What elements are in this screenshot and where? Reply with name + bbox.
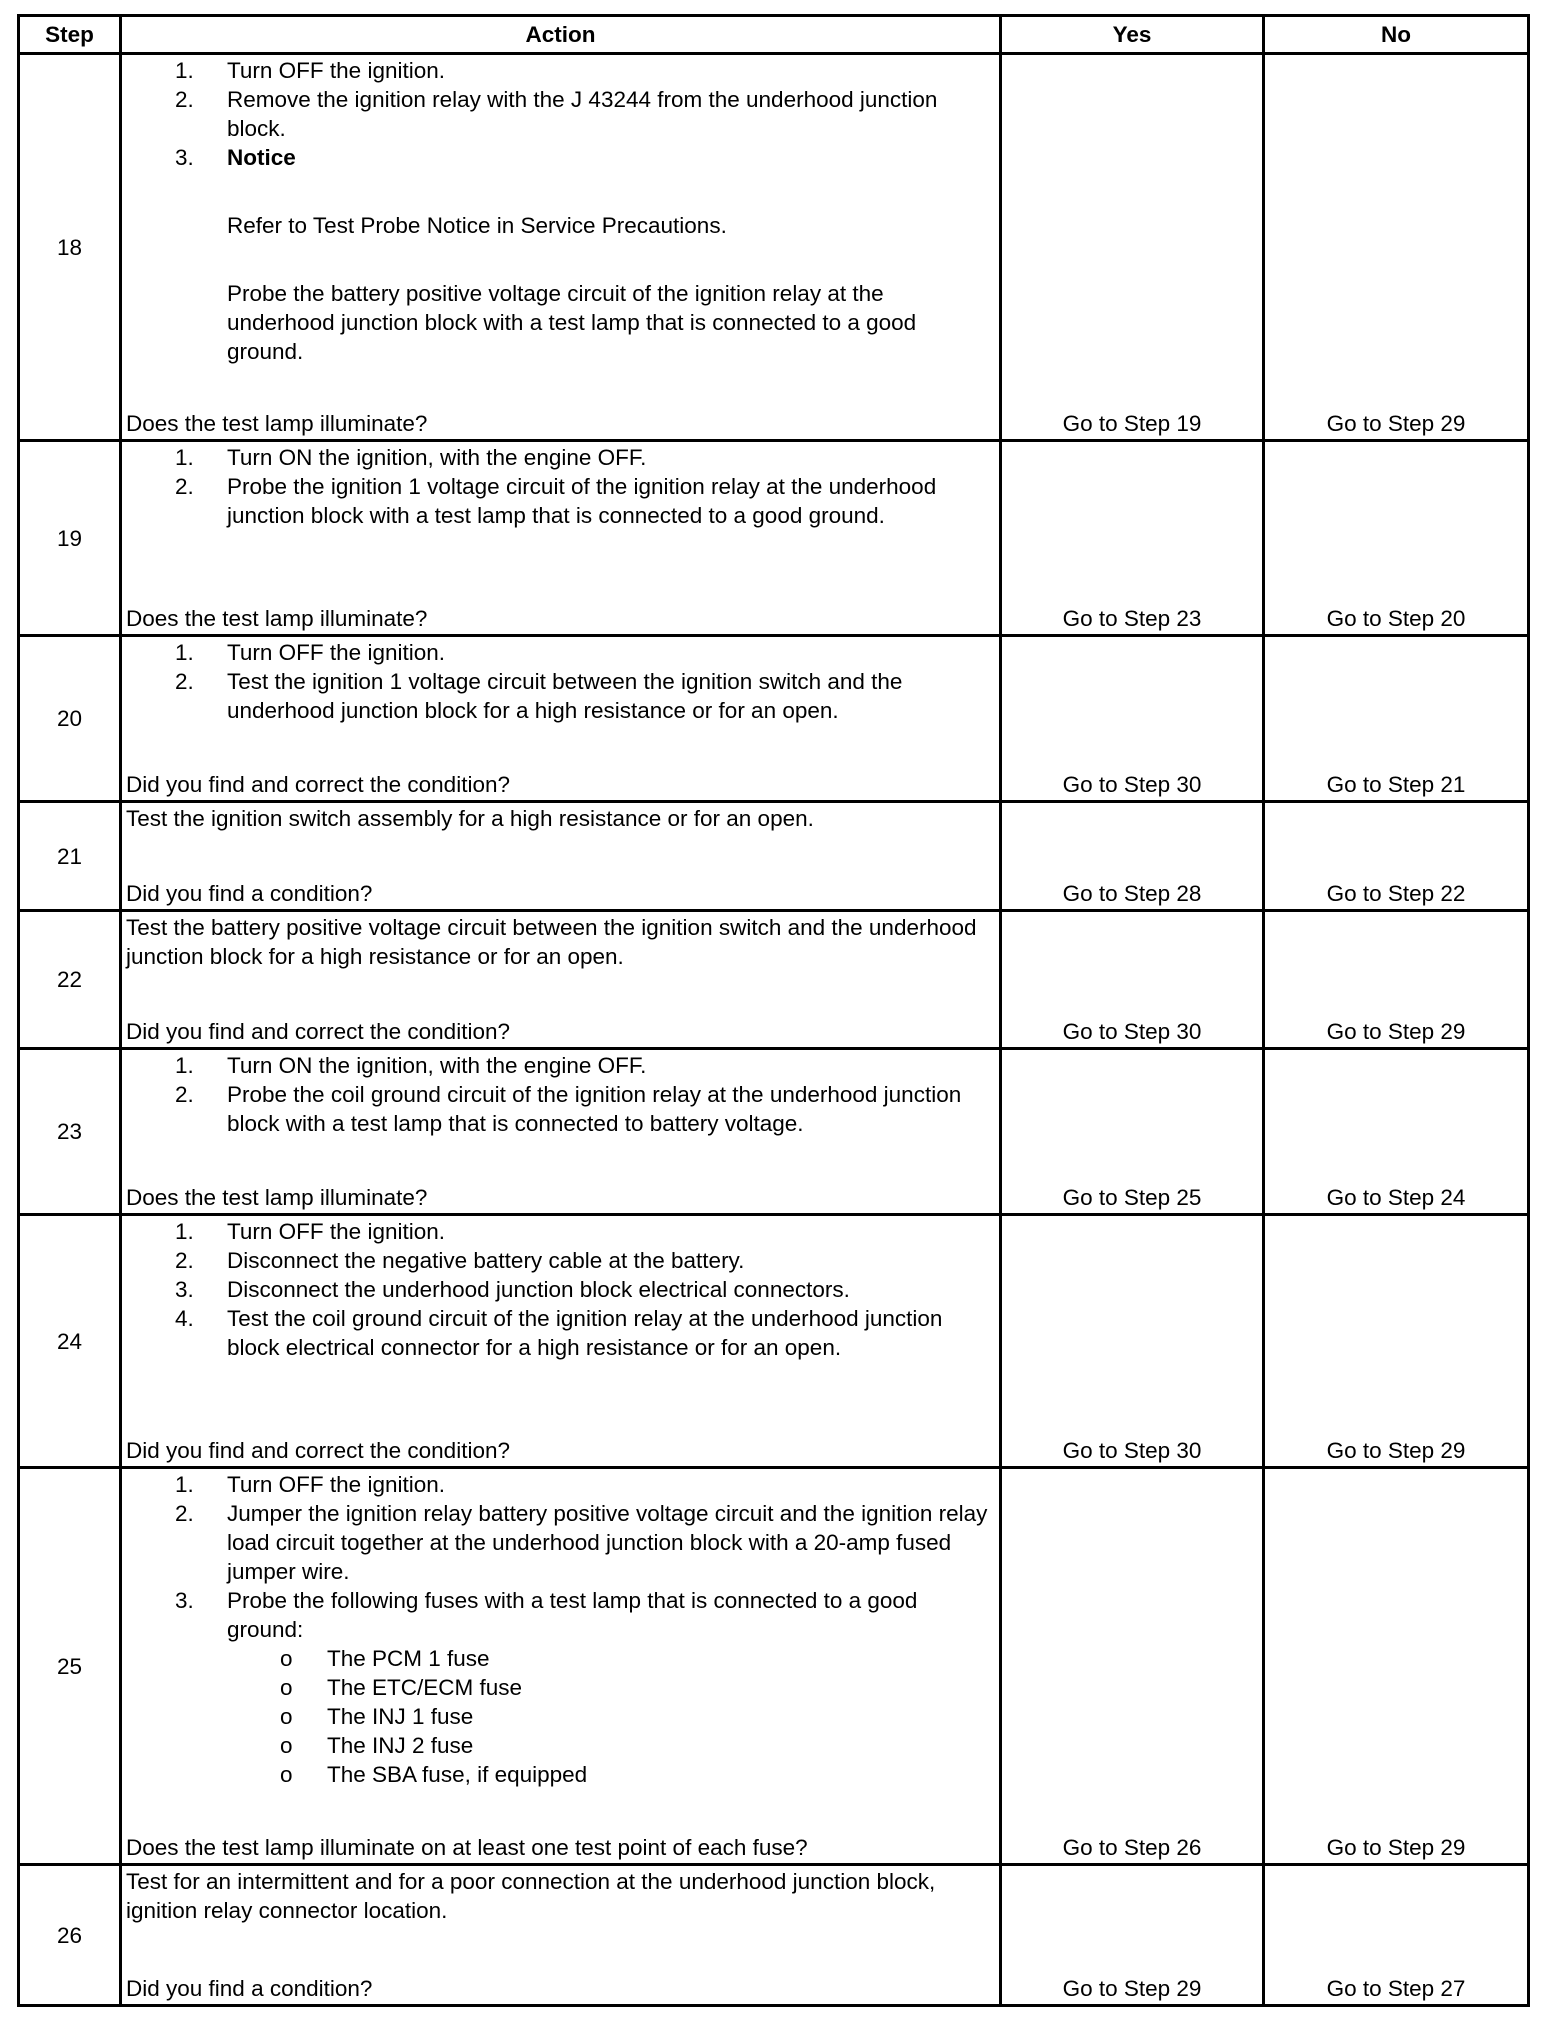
step-number: 19 (19, 441, 121, 636)
no-result: Go to Step 21 (1264, 636, 1529, 802)
action-question: Does the test lamp illuminate? (126, 1185, 428, 1210)
action-content (122, 1216, 999, 1466)
table-row (19, 802, 1529, 911)
action-content (122, 1050, 999, 1213)
instruction-text: Test the coil ground circuit of the ignition relay at the underhood junction block electrical connector for a high resistance or for an open. (227, 1306, 943, 1360)
table-row (19, 1215, 1529, 1468)
action-question: Does the test lamp illuminate? (126, 606, 428, 631)
action-content (122, 912, 999, 1047)
yes-result: Go to Step 29 (1001, 1865, 1264, 2006)
action-cell (121, 1468, 1001, 1865)
instruction-item (126, 85, 995, 143)
instruction-list (126, 1470, 995, 1789)
instruction-number: 3. (175, 1588, 194, 1613)
fuse-name: The SBA fuse, if equipped (327, 1762, 588, 1787)
instruction-number: 2. (175, 1501, 194, 1526)
yes-result: Go to Step 25 (1001, 1049, 1264, 1215)
table-row (19, 1049, 1529, 1215)
no-result: Go to Step 20 (1264, 441, 1529, 636)
no-result: Go to Step 29 (1264, 1215, 1529, 1468)
yes-result: Go to Step 30 (1001, 911, 1264, 1049)
instruction-text: Remove the ignition relay with the J 43244 from the underhood junction block. (227, 87, 938, 141)
fuse-list (227, 1644, 995, 1789)
action-question: Did you find and correct the condition? (126, 1438, 510, 1463)
instruction-number: 3. (175, 145, 194, 170)
instruction-item (126, 1080, 995, 1138)
table-row (19, 1865, 1529, 2006)
fuse-item (227, 1760, 995, 1789)
bullet-icon: o (280, 1704, 293, 1729)
instruction-text: Turn ON the ignition, with the engine OFF. (227, 445, 647, 470)
instruction-item (126, 1217, 995, 1246)
instruction-number: 1. (175, 58, 194, 83)
action-text: Test for an intermittent and for a poor connection at the underhood junction block, ignition relay connector location. (126, 1869, 936, 1923)
yes-result: Go to Step 30 (1001, 1215, 1264, 1468)
bullet-icon: o (280, 1733, 293, 1758)
yes-result: Go to Step 23 (1001, 441, 1264, 636)
instruction-text: Turn OFF the ignition. (227, 58, 446, 83)
action-cell (121, 636, 1001, 802)
instruction-text: Turn OFF the ignition. (227, 1472, 446, 1497)
instruction-item (126, 1051, 995, 1080)
action-cell (121, 1049, 1001, 1215)
step-number: 25 (19, 1468, 121, 1865)
instruction-text: Disconnect the underhood junction block electrical connectors. (227, 1277, 850, 1302)
action-question: Did you find a condition? (126, 1976, 373, 2001)
bullet-icon: o (280, 1646, 293, 1671)
no-result: Go to Step 22 (1264, 802, 1529, 911)
yes-result: Go to Step 28 (1001, 802, 1264, 911)
action-cell (121, 1215, 1001, 1468)
action-cell (121, 441, 1001, 636)
table-row (19, 911, 1529, 1049)
header-no: No (1264, 16, 1529, 54)
step-number: 18 (19, 54, 121, 441)
instruction-number: 1. (175, 445, 194, 470)
yes-result: Go to Step 30 (1001, 636, 1264, 802)
action-question: Does the test lamp illuminate? (126, 411, 428, 436)
action-content (122, 442, 999, 634)
instruction-text: Turn OFF the ignition. (227, 1219, 446, 1244)
action-instructions (126, 443, 995, 530)
instruction-list (126, 1217, 995, 1362)
instruction-list (126, 56, 995, 366)
fuse-item (227, 1673, 995, 1702)
instruction-text: Jumper the ignition relay battery positive voltage circuit and the ignition relay load circuit together at the underhood junction block with a 20-amp fused jumper wire. (227, 1501, 988, 1584)
action-instructions (126, 1217, 995, 1362)
instruction-number: 2. (175, 87, 194, 112)
action-question: Does the test lamp illuminate on at least one test point of each fuse? (126, 1835, 808, 1860)
instruction-item (126, 638, 995, 667)
instruction-item (126, 667, 995, 725)
action-cell (121, 54, 1001, 441)
yes-result: Go to Step 26 (1001, 1468, 1264, 1865)
action-content (122, 637, 999, 800)
instruction-text: Probe the following fuses with a test lamp that is connected to a good ground: (227, 1588, 918, 1642)
action-question: Did you find and correct the condition? (126, 772, 510, 797)
action-instructions (126, 1867, 995, 1925)
diagnostic-table (17, 14, 1530, 2007)
action-cell (121, 911, 1001, 1049)
instruction-text: Turn ON the ignition, with the engine OFF. (227, 1053, 647, 1078)
fuse-name: The ETC/ECM fuse (327, 1675, 523, 1700)
step-number: 21 (19, 802, 121, 911)
instruction-item (126, 472, 995, 530)
instruction-text: Disconnect the negative battery cable at the battery. (227, 1248, 745, 1273)
step-number: 24 (19, 1215, 121, 1468)
step-number: 23 (19, 1049, 121, 1215)
fuse-name: The INJ 1 fuse (327, 1704, 474, 1729)
no-result: Go to Step 24 (1264, 1049, 1529, 1215)
table-row (19, 441, 1529, 636)
header-yes: Yes (1001, 16, 1264, 54)
instruction-number: 1. (175, 1219, 194, 1244)
action-instructions (126, 804, 995, 833)
fuse-item (227, 1702, 995, 1731)
instruction-list (126, 1051, 995, 1138)
notice-title: Notice (227, 145, 296, 170)
no-result: Go to Step 27 (1264, 1865, 1529, 2006)
action-content (122, 55, 999, 439)
instruction-text: Probe the ignition 1 voltage circuit of the ignition relay at the underhood junction block with a test lamp that is connected to a good ground. (227, 474, 937, 528)
instruction-number: 1. (175, 1053, 194, 1078)
instruction-number: 3. (175, 1277, 194, 1302)
notice-paragraph: Probe the battery positive voltage circuit of the ignition relay at the underhood junction block with a test lamp that is connected to a good ground. (227, 281, 917, 364)
instruction-item (126, 143, 995, 366)
no-result: Go to Step 29 (1264, 54, 1529, 441)
instruction-number: 2. (175, 1082, 194, 1107)
action-content (122, 1866, 999, 2004)
instruction-item (126, 1304, 995, 1362)
fuse-name: The PCM 1 fuse (327, 1646, 490, 1671)
action-cell (121, 1865, 1001, 2006)
no-result: Go to Step 29 (1264, 911, 1529, 1049)
step-number: 26 (19, 1865, 121, 2006)
instruction-number: 1. (175, 1472, 194, 1497)
instruction-text: Turn OFF the ignition. (227, 640, 446, 665)
instruction-list (126, 638, 995, 725)
bullet-icon: o (280, 1762, 293, 1787)
action-instructions (126, 1051, 995, 1138)
action-text: Test the battery positive voltage circuit between the ignition switch and the underhood junction block for a high resistance or for an open. (126, 915, 977, 969)
notice-paragraph: Refer to Test Probe Notice in Service Precautions. (227, 213, 727, 238)
instruction-text: Probe the coil ground circuit of the ignition relay at the underhood junction block with a test lamp that is connected to battery voltage. (227, 1082, 962, 1136)
instruction-number: 2. (175, 474, 194, 499)
instruction-number: 2. (175, 669, 194, 694)
bullet-icon: o (280, 1675, 293, 1700)
action-question: Did you find a condition? (126, 881, 373, 906)
table-row (19, 1468, 1529, 1865)
instruction-number: 1. (175, 640, 194, 665)
action-instructions (126, 1470, 995, 1789)
instruction-item (126, 1586, 995, 1789)
fuse-item (227, 1731, 995, 1760)
action-text: Test the ignition switch assembly for a high resistance or for an open. (126, 806, 814, 831)
action-instructions (126, 638, 995, 725)
instruction-item (126, 1275, 995, 1304)
fuse-name: The INJ 2 fuse (327, 1733, 474, 1758)
header-action: Action (121, 16, 1001, 54)
action-question: Did you find and correct the condition? (126, 1019, 510, 1044)
action-content (122, 803, 999, 909)
step-number: 20 (19, 636, 121, 802)
instruction-text: Test the ignition 1 voltage circuit between the ignition switch and the underhood junction block for a high resistance or for an open. (227, 669, 903, 723)
instruction-list (126, 443, 995, 530)
instruction-item (126, 56, 995, 85)
no-result: Go to Step 29 (1264, 1468, 1529, 1865)
header-row (19, 16, 1529, 54)
table-body (19, 54, 1529, 2006)
action-content (122, 1469, 999, 1863)
instruction-item (126, 443, 995, 472)
instruction-item (126, 1470, 995, 1499)
step-number: 22 (19, 911, 121, 1049)
yes-result: Go to Step 19 (1001, 54, 1264, 441)
table-row (19, 54, 1529, 441)
instruction-number: 2. (175, 1248, 194, 1273)
instruction-item (126, 1499, 995, 1586)
table-row (19, 636, 1529, 802)
instruction-item (126, 1246, 995, 1275)
fuse-item (227, 1644, 995, 1673)
action-instructions (126, 913, 995, 971)
action-cell (121, 802, 1001, 911)
instruction-number: 4. (175, 1306, 194, 1331)
header-step: Step (19, 16, 121, 54)
action-instructions (126, 56, 995, 366)
